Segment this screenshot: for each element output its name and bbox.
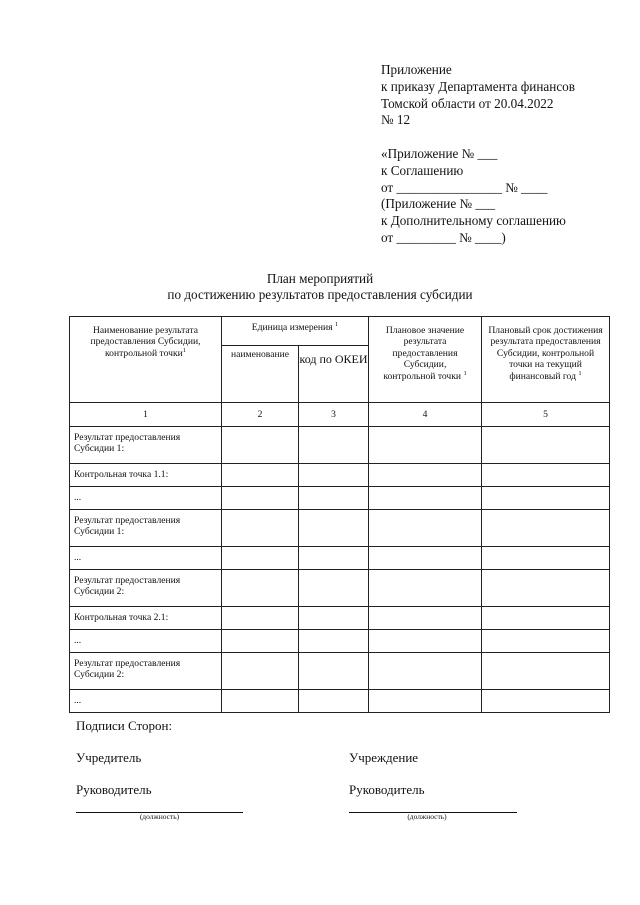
table-cell <box>299 510 369 547</box>
column-number: 2 <box>222 403 299 427</box>
table-cell <box>299 547 369 570</box>
annex-line: «Приложение № ___ <box>381 146 498 161</box>
table-row <box>70 427 610 464</box>
table-cell <box>222 607 299 630</box>
table-cell <box>369 547 482 570</box>
row-label: ... <box>70 690 222 713</box>
annex-reference <box>381 146 566 247</box>
table-cell <box>299 607 369 630</box>
table-cell <box>222 464 299 487</box>
annex-line: (Приложение № ___ <box>381 196 496 212</box>
table-cell <box>222 690 299 713</box>
annex-line: от _________ № ____) <box>381 229 506 245</box>
row-label: Контрольная точка 2.1: <box>70 607 222 630</box>
table-cell <box>369 427 482 464</box>
row-label: Результат предоставления Субсидии 2: <box>70 570 222 607</box>
row-label: Результат предоставления Субсидии 2: <box>70 653 222 690</box>
row-label: Результат предоставления Субсидии 1: <box>70 427 222 464</box>
position-caption-left: (должность) <box>139 812 180 821</box>
table-cell <box>299 570 369 607</box>
table-cell <box>299 427 369 464</box>
column-number: 4 <box>369 403 482 427</box>
institution-label: Учреждение <box>349 750 419 765</box>
header-line: к приказу Департамента финансов <box>381 78 575 94</box>
table-cell <box>369 464 482 487</box>
table-cell <box>299 690 369 713</box>
column-number: 3 <box>299 403 369 427</box>
table-cell <box>299 630 369 653</box>
table-row <box>70 630 610 653</box>
row-label: Контрольная точка 1.1: <box>70 464 222 487</box>
header-unit-name: наименование <box>222 346 299 403</box>
row-label: ... <box>70 630 222 653</box>
table-cell <box>299 487 369 510</box>
table-cell <box>222 653 299 690</box>
table-cell <box>482 547 610 570</box>
head-left-label: Руководитель <box>76 782 152 797</box>
table-cell <box>369 487 482 510</box>
table-cell <box>482 464 610 487</box>
table-row <box>70 487 610 510</box>
table-cell <box>369 653 482 690</box>
row-label: Результат предоставления Субсидии 1: <box>70 510 222 547</box>
row-label: ... <box>70 487 222 510</box>
column-number: 1 <box>70 403 222 427</box>
table-row <box>70 464 610 487</box>
header-planned-value: Плановое значение результата предоставления Субсидии, контрольной точки $^1$ <box>369 317 482 403</box>
table-cell <box>482 607 610 630</box>
header-line: № 12 <box>381 112 411 128</box>
table-cell <box>482 510 610 547</box>
table-cell <box>482 690 610 713</box>
signatures-title: Подписи Сторон: <box>76 718 173 733</box>
founder-label: Учредитель <box>76 750 142 765</box>
table-cell <box>482 487 610 510</box>
order-header <box>381 62 575 129</box>
position-caption-right: (должность) <box>407 812 447 821</box>
annex-line: к Соглашению <box>381 162 464 178</box>
table-cell <box>299 464 369 487</box>
table-cell <box>222 487 299 510</box>
table-cell <box>222 630 299 653</box>
table-row <box>70 690 610 713</box>
table-cell <box>369 690 482 713</box>
header-result-name: Наименование результата предоставления Субсидии, контрольной точки$^1$ <box>70 317 222 403</box>
table-cell <box>369 570 482 607</box>
table-cell <box>222 510 299 547</box>
annex-line: к Дополнительному соглашению <box>381 213 566 229</box>
header-line: Приложение <box>381 62 452 77</box>
table-cell <box>222 570 299 607</box>
table-cell <box>482 427 610 464</box>
table-cell <box>222 427 299 464</box>
title-line-1: План мероприятий <box>266 271 374 286</box>
table-row <box>70 653 610 690</box>
table-cell <box>482 653 610 690</box>
header-planned-deadline: Плановый срок достижения результата предоставления Субсидии, контрольной точки на текущий финансовый год $^1$ <box>482 317 610 403</box>
table-cell <box>482 570 610 607</box>
table-cell <box>369 607 482 630</box>
header-line: Томской области от 20.04.2022 <box>381 95 554 111</box>
table-cell <box>369 630 482 653</box>
table-cell <box>299 653 369 690</box>
annex-line: от ________________ № ____ <box>381 179 548 195</box>
header-unit: Единица измерения $^1$ <box>222 317 369 346</box>
row-label: ... <box>70 547 222 570</box>
table-cell <box>222 547 299 570</box>
header-unit-okei: код по ОКЕИ <box>299 346 369 403</box>
document-title <box>0 271 640 303</box>
table-row <box>70 547 610 570</box>
table-cell <box>482 630 610 653</box>
table-row <box>70 570 610 607</box>
column-number: 5 <box>482 403 610 427</box>
table-row <box>70 510 610 547</box>
table-cell <box>369 510 482 547</box>
plan-table <box>69 316 610 713</box>
table-row <box>70 607 610 630</box>
head-right-label: Руководитель <box>349 782 425 797</box>
title-line-2: по достижению результатов предоставления субсидии <box>167 287 473 302</box>
